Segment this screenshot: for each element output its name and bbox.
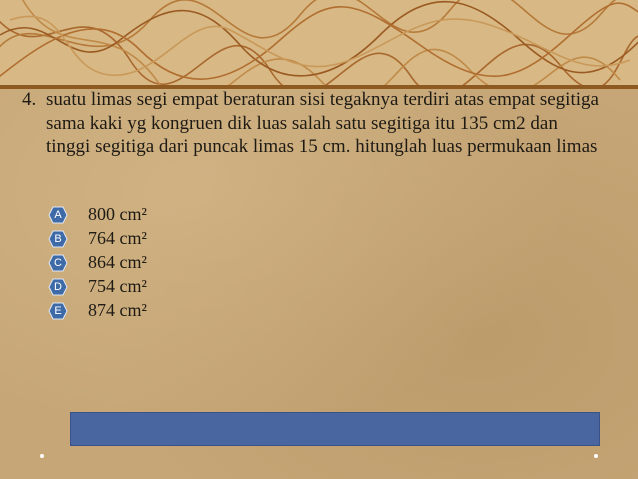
option-letter: D: [54, 281, 62, 293]
option-text: 800 cm²: [88, 204, 147, 224]
option-text: 764 cm²: [88, 228, 147, 248]
option-a[interactable]: [48, 204, 248, 226]
question-text: suatu limas segi empat beraturan sisi tegaknya terdiri atas empat segitiga sama kaki yg kongruen dik luas salah satu segitiga itu 135 cm2 dan tinggi segitiga dari puncak limas 15 cm. hitunglah luas permukaan limas: [46, 89, 599, 157]
question-number: 4.: [22, 89, 37, 110]
option-letter: A: [54, 209, 62, 221]
hexagon-badge-icon: [48, 278, 68, 296]
option-text: 754 cm²: [88, 276, 147, 296]
option-e[interactable]: [48, 300, 248, 322]
option-letter: B: [54, 233, 62, 245]
wave-lines-icon: [0, 0, 638, 86]
hexagon-badge-icon: [48, 254, 68, 272]
option-letter: C: [54, 257, 62, 269]
decorative-wave-band: [0, 0, 638, 86]
option-text: 864 cm²: [88, 252, 147, 272]
answer-bar[interactable]: [70, 412, 600, 446]
hexagon-badge-icon: [48, 230, 68, 248]
option-letter: E: [54, 305, 62, 317]
option-d[interactable]: [48, 276, 248, 298]
option-c[interactable]: [48, 252, 248, 274]
right-dot-icon: [594, 454, 598, 458]
option-b[interactable]: [48, 228, 248, 250]
left-dot-icon: [40, 454, 44, 458]
hexagon-badge-icon: [48, 302, 68, 320]
option-text: 874 cm²: [88, 300, 147, 320]
hexagon-badge-icon: [48, 206, 68, 224]
